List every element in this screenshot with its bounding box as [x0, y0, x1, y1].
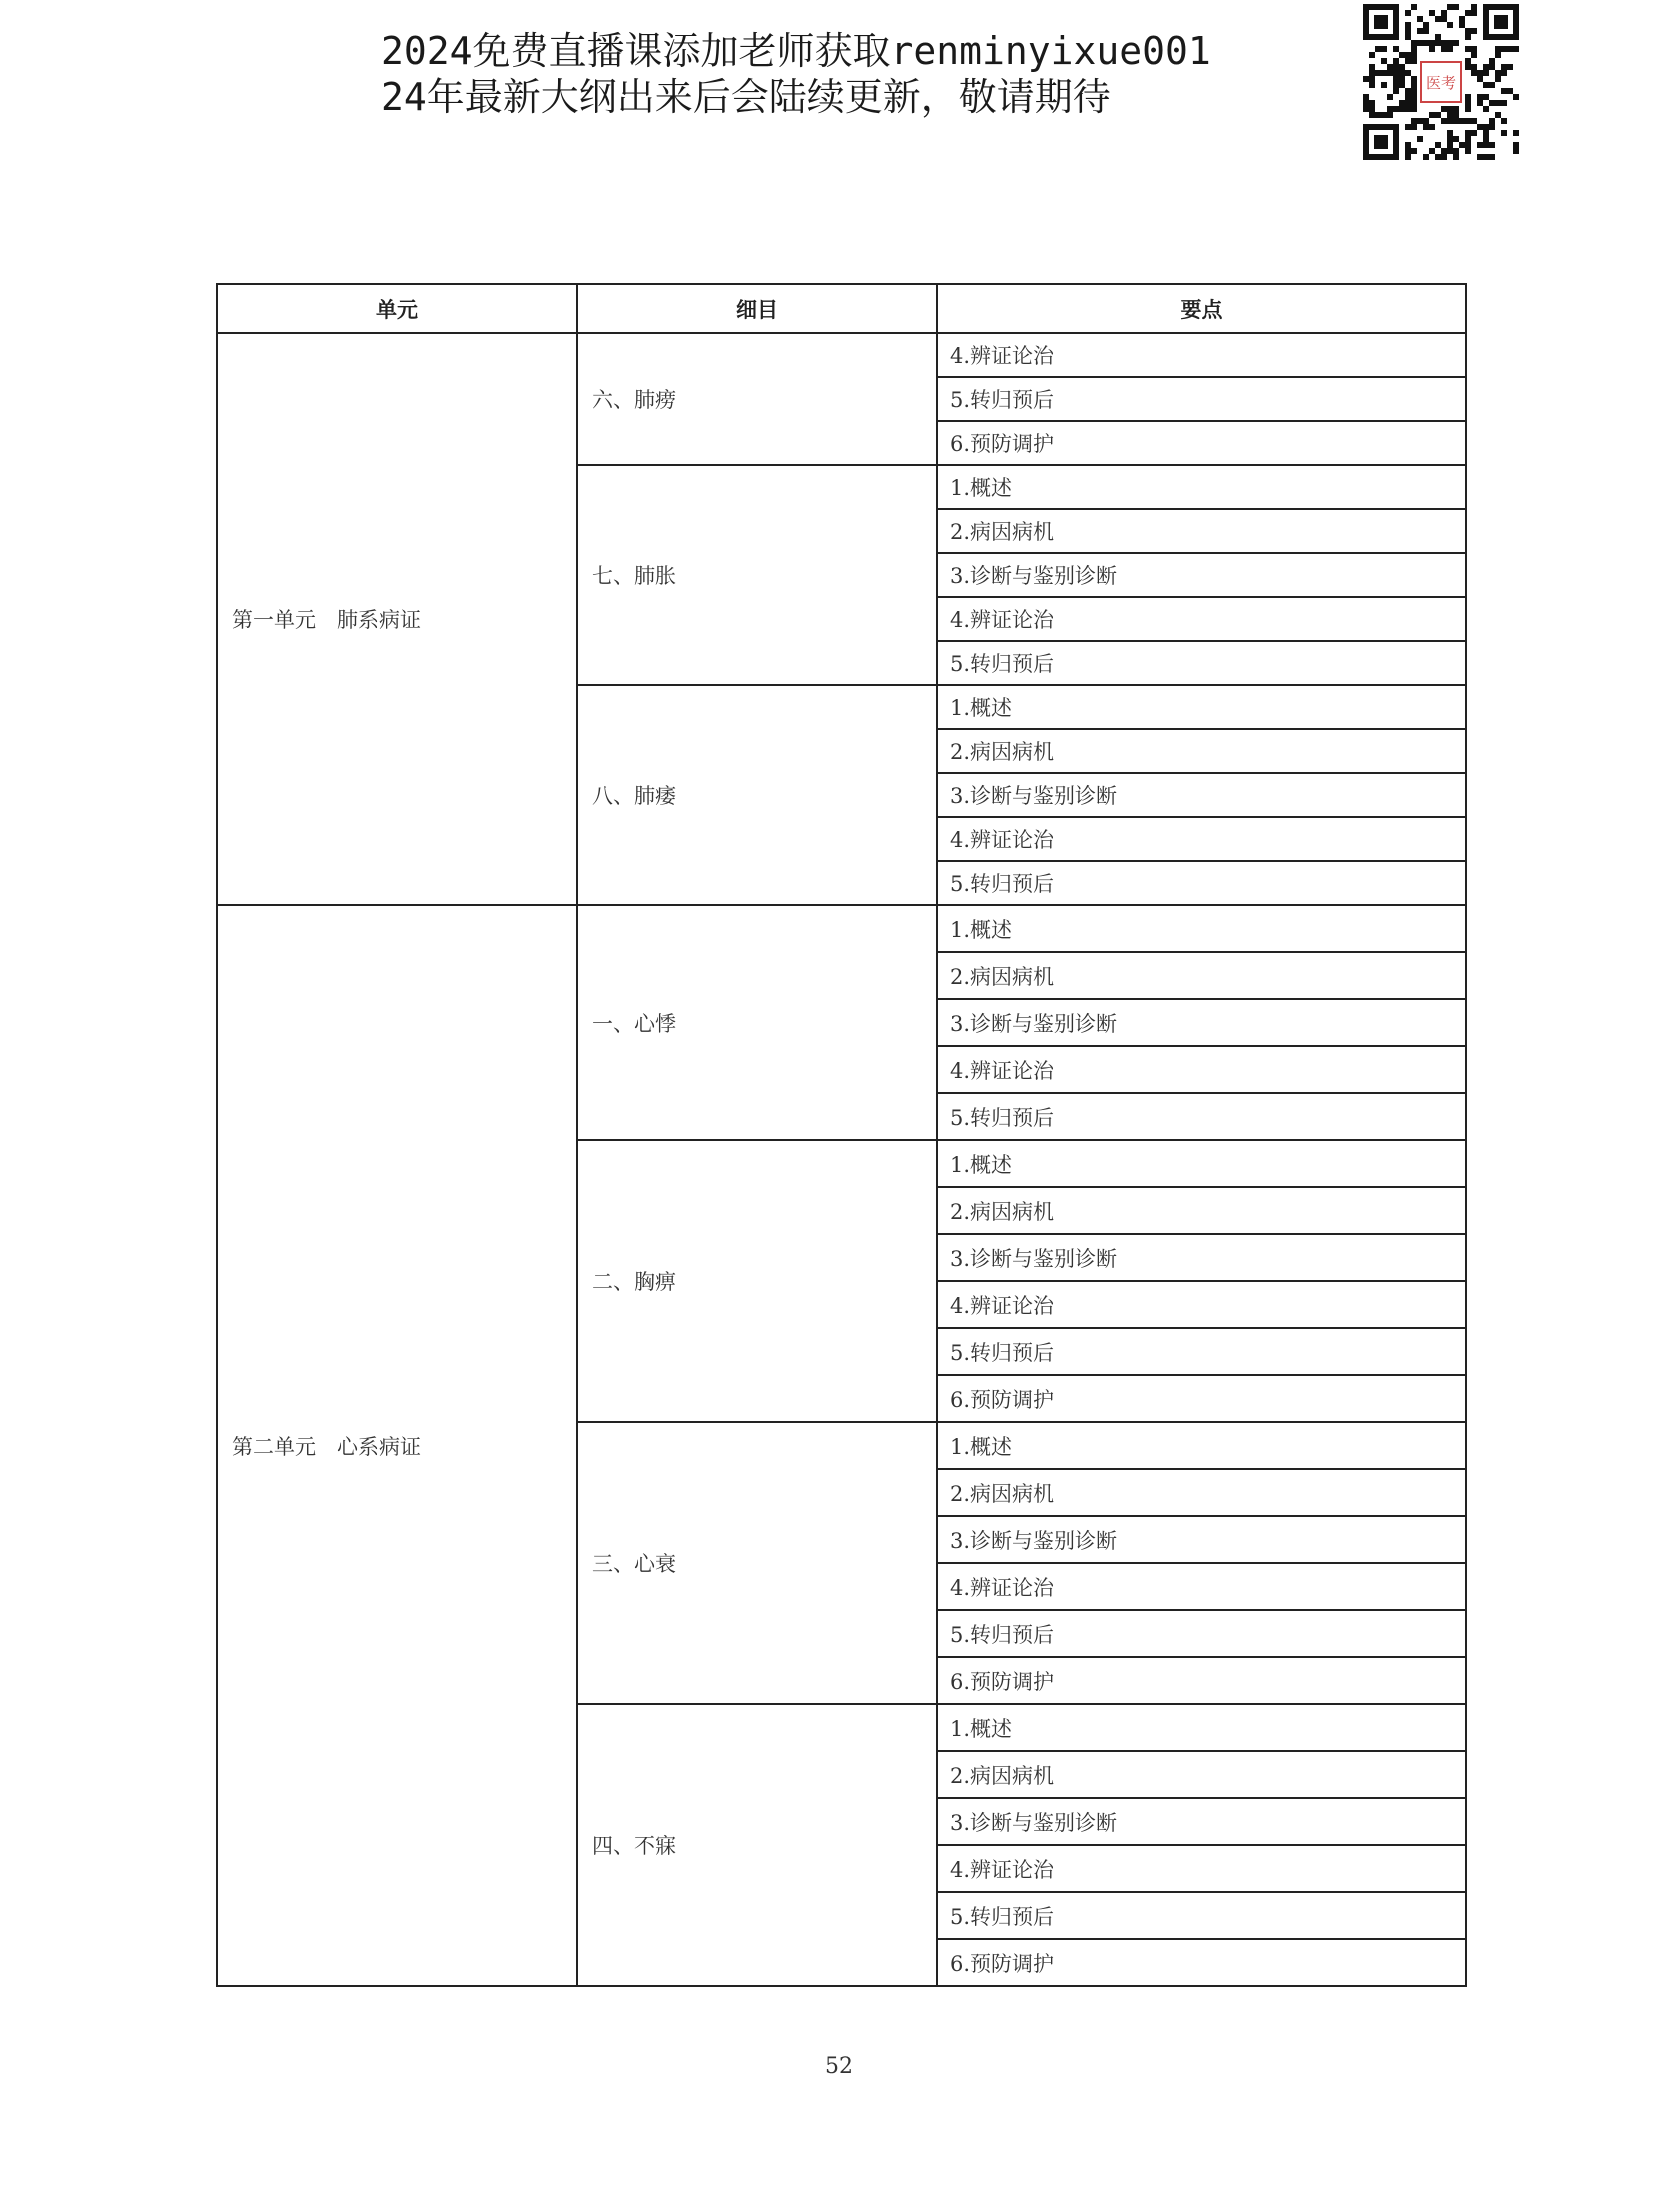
point-cell: 6.预防调护: [937, 1939, 1466, 1986]
point-cell: 4.辨证论治: [937, 1845, 1466, 1892]
point-cell: 3.诊断与鉴别诊断: [937, 773, 1466, 817]
point-cell: 3.诊断与鉴别诊断: [937, 553, 1466, 597]
point-cell: 1.概述: [937, 465, 1466, 509]
point-cell: 5.转归预后: [937, 1093, 1466, 1140]
point-cell: 2.病因病机: [937, 952, 1466, 999]
point-cell: 6.预防调护: [937, 1657, 1466, 1704]
point-cell: 2.病因病机: [937, 729, 1466, 773]
qr-code-icon: [1363, 4, 1519, 160]
point-cell: 2.病因病机: [937, 1751, 1466, 1798]
point-cell: 5.转归预后: [937, 377, 1466, 421]
section-cell: 六、肺痨: [577, 333, 937, 465]
table-row: [217, 333, 1466, 377]
point-cell: 4.辨证论治: [937, 333, 1466, 377]
point-cell: 4.辨证论治: [937, 1046, 1466, 1093]
column-header-unit: 单元: [217, 284, 577, 333]
point-cell: 4.辨证论治: [937, 597, 1466, 641]
section-cell: 七、肺胀: [577, 465, 937, 685]
point-cell: 5.转归预后: [937, 1610, 1466, 1657]
syllabus-table: [216, 283, 1467, 1987]
point-cell: 5.转归预后: [937, 861, 1466, 905]
section-cell: 一、心悸: [577, 905, 937, 1140]
point-cell: 3.诊断与鉴别诊断: [937, 1516, 1466, 1563]
unit-cell: 第二单元 心系病证: [217, 905, 577, 1986]
point-cell: 3.诊断与鉴别诊断: [937, 1798, 1466, 1845]
point-cell: 3.诊断与鉴别诊断: [937, 999, 1466, 1046]
point-cell: 1.概述: [937, 1704, 1466, 1751]
section-cell: 八、肺痿: [577, 685, 937, 905]
point-cell: 5.转归预后: [937, 641, 1466, 685]
header-notice-line: 24年最新大纲出来后会陆续更新，敬请期待: [381, 75, 1111, 119]
section-cell: 二、胸痹: [577, 1140, 937, 1422]
point-cell: 4.辨证论治: [937, 1281, 1466, 1328]
unit-cell: 第一单元 肺系病证: [217, 333, 577, 905]
header-promo-line: 2024免费直播课添加老师获取renminyixue001: [381, 29, 1211, 73]
page-number: 52: [825, 2054, 853, 2079]
table-header-row: [217, 284, 1466, 333]
point-cell: 2.病因病机: [937, 1187, 1466, 1234]
section-cell: 三、心衰: [577, 1422, 937, 1704]
page-header: [381, 28, 1341, 120]
point-cell: 1.概述: [937, 905, 1466, 952]
point-cell: 1.概述: [937, 1140, 1466, 1187]
point-cell: 4.辨证论治: [937, 1563, 1466, 1610]
point-cell: 4.辨证论治: [937, 817, 1466, 861]
point-cell: 3.诊断与鉴别诊断: [937, 1234, 1466, 1281]
point-cell: 2.病因病机: [937, 509, 1466, 553]
point-cell: 6.预防调护: [937, 1375, 1466, 1422]
column-header-section: 细目: [577, 284, 937, 333]
syllabus-table-body: [217, 333, 1466, 1986]
point-cell: 2.病因病机: [937, 1469, 1466, 1516]
point-cell: 6.预防调护: [937, 421, 1466, 465]
point-cell: 5.转归预后: [937, 1892, 1466, 1939]
column-header-points: 要点: [937, 284, 1466, 333]
point-cell: 1.概述: [937, 1422, 1466, 1469]
point-cell: 5.转归预后: [937, 1328, 1466, 1375]
section-cell: 四、不寐: [577, 1704, 937, 1986]
table-row: [217, 905, 1466, 952]
qr-badge-label: 医考: [1425, 74, 1457, 92]
point-cell: 1.概述: [937, 685, 1466, 729]
